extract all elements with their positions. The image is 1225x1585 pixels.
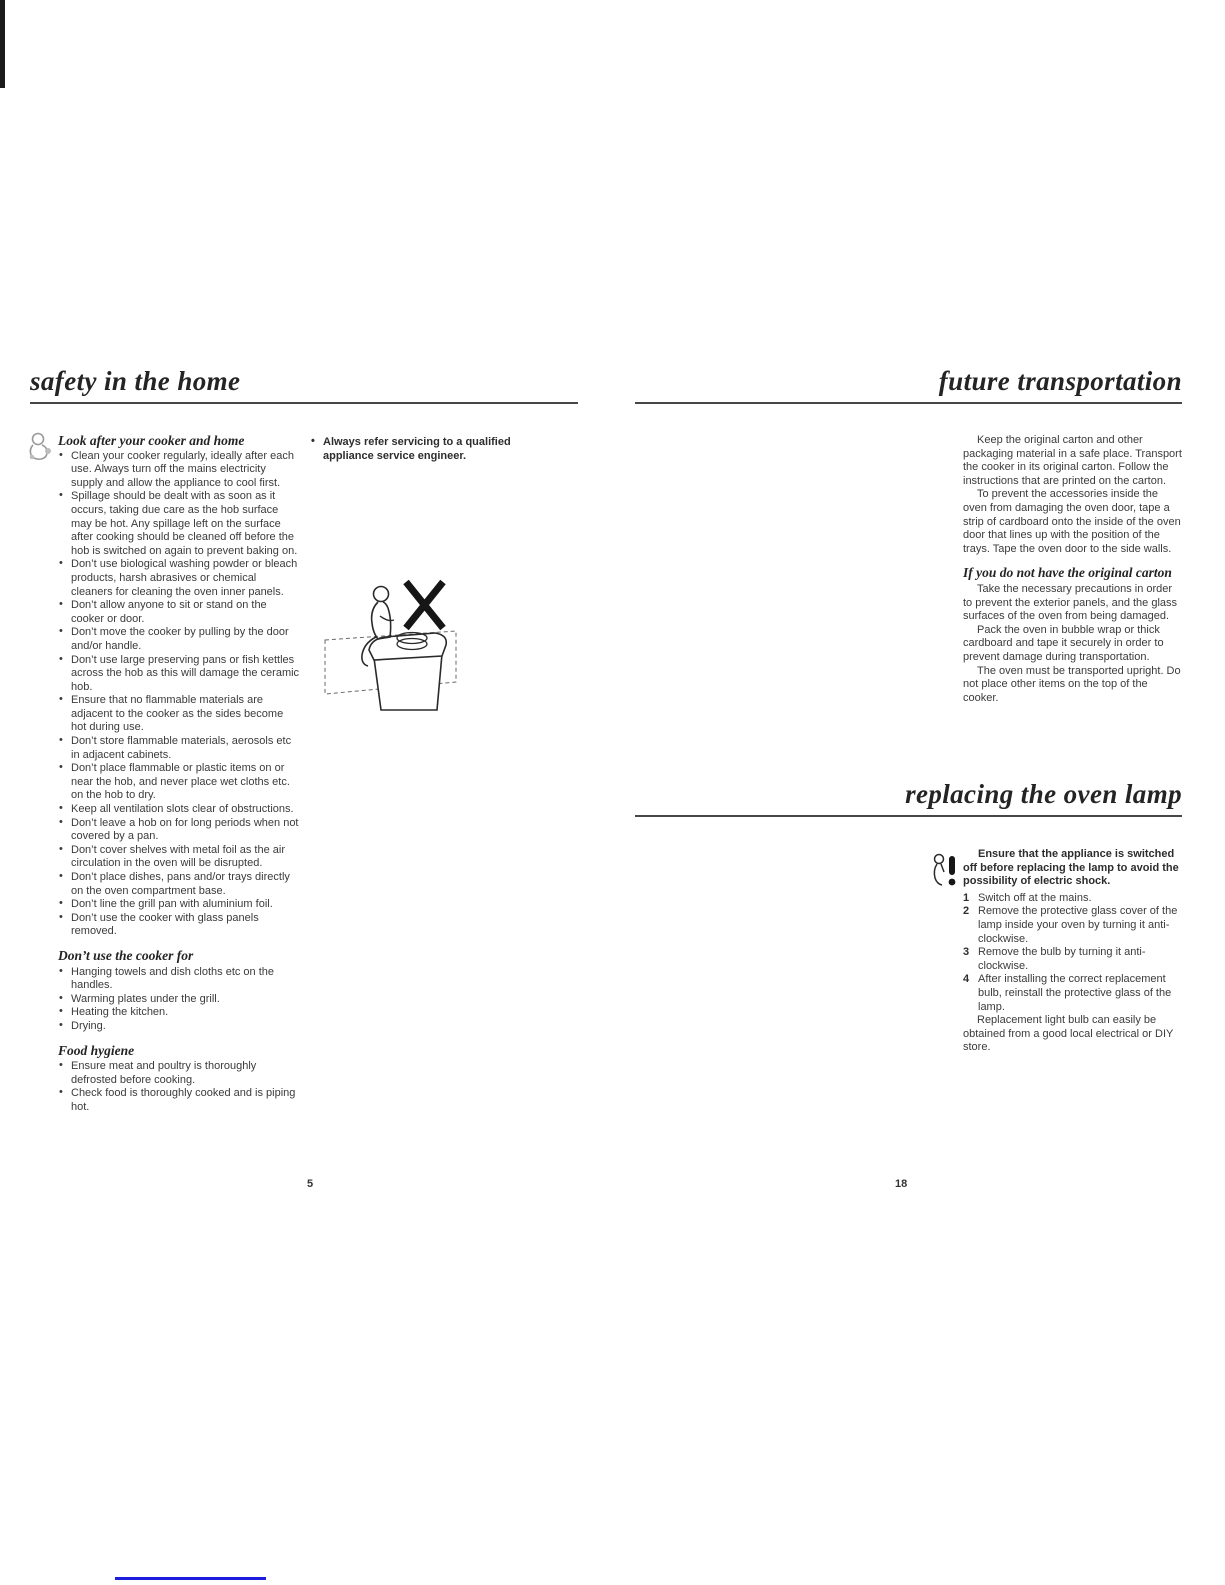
dont-use-bullet-list	[58, 966, 300, 1034]
step-item: Remove the bulb by turning it anti-clockwise.	[978, 946, 1146, 972]
lamp-warning-text: Ensure that the appliance is switched off before replacing the lamp to avoid the possibility of electric shock.	[963, 848, 1179, 888]
step-item: Remove the protective glass cover of the lamp inside your oven by turning it anti-clockwise.	[978, 905, 1178, 945]
lamp-note: Replacement light bulb can easily be obtained from a good local electrical or DIY store.	[963, 1014, 1174, 1054]
title-rule-left	[30, 402, 578, 404]
list-item: • Don’t place flammable or plastic items on or near the hob, and never place wet cloths etc. on the hob to dry.	[58, 762, 300, 803]
title-rule-right	[635, 402, 1182, 404]
lamp-column	[963, 848, 1182, 1055]
care-heading: Look after your cooker and home	[58, 433, 245, 448]
footer-blue-line	[115, 1577, 266, 1580]
safety-column-2	[310, 434, 540, 471]
transport-column	[963, 434, 1182, 705]
page-title-transport: future transportation	[938, 366, 1182, 396]
paragraph: Take the necessary precautions in order to prevent the exterior panels, and the glass surfaces of the oven from being damaged.	[963, 582, 1178, 623]
paragraph: Pack the oven in bubble wrap or thick cardboard and tape it securely in order to prevent damage during transportation.	[963, 623, 1164, 663]
list-item: • Don’t use large preserving pans or fish kettles across the hob as this will damage the ceramic hob.	[58, 654, 300, 695]
care-bullet-list	[58, 450, 300, 939]
list-item: • Hanging towels and dish cloths etc on the handles.	[58, 966, 300, 993]
list-item: • Don’t use the cooker with glass panels removed.	[58, 912, 300, 939]
list-item: • Don’t use biological washing powder or bleach products, harsh abrasives or chemical cleaners for cleaning the oven inner panels.	[58, 558, 300, 599]
list-item: • Don’t cover shelves with metal foil as the air circulation in the oven will be disrupted.	[58, 844, 300, 871]
step-item: Switch off at the mains.	[978, 891, 1092, 904]
list-item: • Ensure meat and poultry is thoroughly defrosted before cooking.	[58, 1060, 300, 1087]
list-item: • Don’t store flammable materials, aerosols etc in adjacent cabinets.	[58, 735, 300, 762]
page-number-right: 18	[895, 1178, 908, 1190]
list-item: • Keep all ventilation slots clear of obstructions.	[58, 803, 300, 817]
no-carton-heading: If you do not have the original carton	[963, 565, 1172, 581]
step-item: After installing the correct replacement bulb, reinstall the protective glass of the lamp.	[978, 973, 1172, 1013]
food-hygiene-heading: Food hygiene	[58, 1042, 135, 1058]
dont-use-heading: Don’t use the cooker for	[58, 947, 194, 963]
lamp-steps-list	[963, 892, 1182, 1014]
page-number-left: 5	[307, 1178, 314, 1190]
scan-artifact	[0, 0, 5, 88]
servicing-note: • Always refer servicing to a qualified appliance service engineer.	[310, 436, 540, 463]
safety-column-1	[58, 434, 300, 1123]
list-item: • Don’t leave a hob on for long periods when not covered by a pan.	[58, 817, 300, 844]
food-hygiene-bullet-list	[58, 1060, 300, 1114]
servicing-note-list	[310, 436, 540, 463]
page-title-safety: safety in the home	[30, 366, 241, 396]
list-item: • Heating the kitchen.	[58, 1006, 300, 1020]
list-item: • Ensure that no flammable materials are adjacent to the cooker as the sides become hot during use.	[58, 694, 300, 735]
list-item: • Spillage should be dealt with as soon as it occurs, taking due care as the hob surface may be hot. Any spillage left on the surface after cooking should be cleaned off before the hob is switched on again to prevent baking on.	[58, 490, 300, 558]
list-item: • Check food is thoroughly cooked and is piping hot.	[58, 1087, 300, 1114]
list-item: • Drying.	[58, 1020, 300, 1034]
electric-shock-warning-icon	[931, 852, 959, 888]
list-item: • Warming plates under the grill.	[58, 993, 300, 1007]
paragraph: To prevent the accessories inside the oven from damaging the oven door, tape a strip of cardboard onto the inside of the oven door that lines up with the position of the trays. Tape the oven door to the side walls.	[963, 488, 1181, 555]
list-item: • Don’t move the cooker by pulling by the door and/or handle.	[58, 626, 300, 653]
page-title-lamp: replacing the oven lamp	[905, 779, 1182, 809]
paragraph: The oven must be transported upright. Do not place other items on the top of the cooker.	[963, 664, 1181, 704]
no-sitting-on-cooker-illustration	[318, 576, 463, 728]
cooker-care-icon	[26, 431, 54, 461]
title-rule-lamp	[635, 815, 1182, 817]
list-item: • Don’t line the grill pan with aluminium foil.	[58, 898, 300, 912]
list-item: • Clean your cooker regularly, ideally after each use. Always turn off the mains electricity supply and allow the appliance to cool first.	[58, 450, 300, 491]
paragraph: Keep the original carton and other packaging material in a safe place. Transport the cooker in its original carton. Follow the instructions that are printed on the carton.	[963, 434, 1182, 487]
list-item: • Don’t place dishes, pans and/or trays directly on the oven compartment base.	[58, 871, 300, 898]
list-item: • Don’t allow anyone to sit or stand on the cooker or door.	[58, 599, 300, 626]
